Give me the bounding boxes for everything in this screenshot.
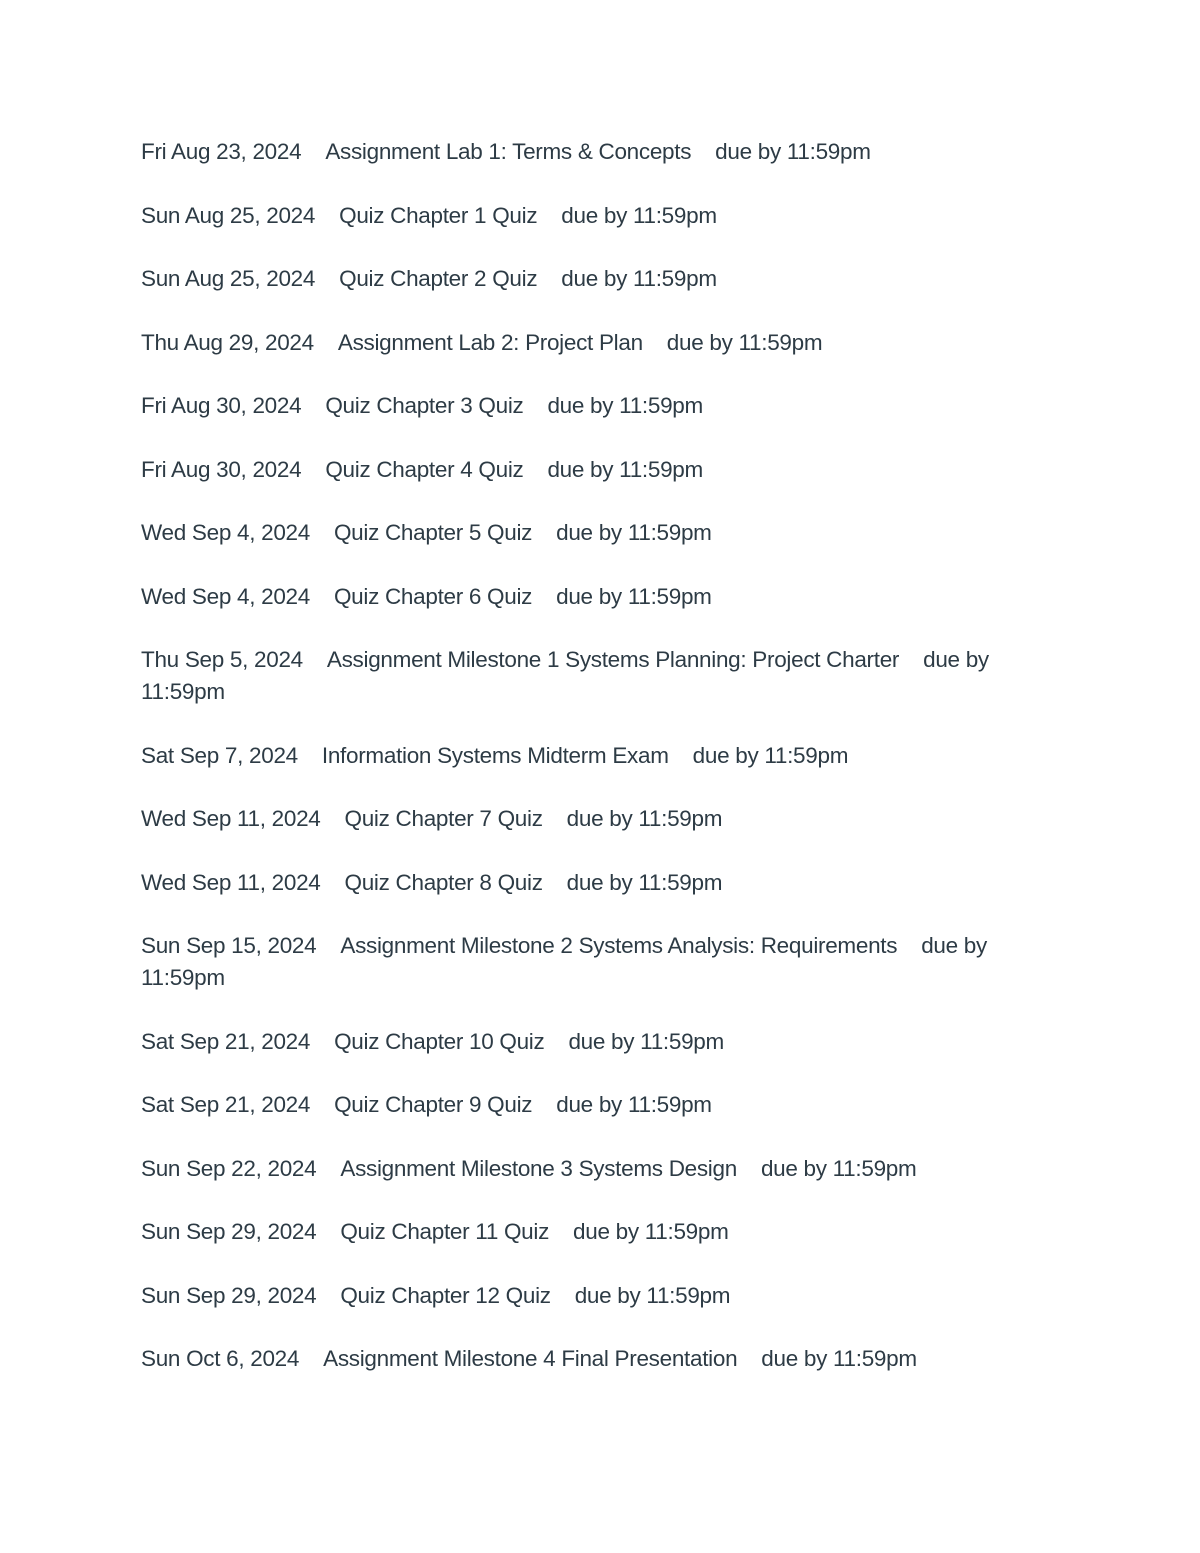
entry-date: Sat Sep 7, 2024 xyxy=(141,742,298,768)
entry-item: Assignment Lab 2: Project Plan xyxy=(337,329,643,355)
schedule-entry xyxy=(141,200,1061,232)
entry-item: Assignment Milestone 3 Systems Design xyxy=(340,1155,737,1181)
schedule-entry xyxy=(141,740,1061,772)
schedule-entry xyxy=(141,1153,1061,1185)
entry-date: Wed Sep 11, 2024 xyxy=(141,869,321,895)
schedule-entry xyxy=(141,930,1061,994)
entry-item: Quiz Chapter 4 Quiz xyxy=(325,456,524,482)
entry-item: Quiz Chapter 9 Quiz xyxy=(334,1092,533,1117)
entry-date: Sat Sep 21, 2024 xyxy=(141,1092,311,1117)
entry-item: Assignment Milestone 2 Systems Analysis: Requirements xyxy=(340,933,898,958)
entry-date: Wed Sep 11, 2024 xyxy=(141,806,321,831)
entry-item: Quiz Chapter 12 Quiz xyxy=(340,1282,551,1308)
entry-item: Quiz Chapter 1 Quiz xyxy=(339,202,538,228)
entry-due: due by 11:59pm xyxy=(760,1155,917,1181)
entry-date: Sat Sep 21, 2024 xyxy=(141,1028,311,1054)
entry-due: due by 11:59pm xyxy=(568,1028,724,1054)
entry-due: due by 11:59pm xyxy=(547,393,703,418)
entry-item: Assignment Milestone 1 Systems Planning: Project Charter xyxy=(326,647,900,672)
entry-date: Sun Aug 25, 2024 xyxy=(141,202,316,228)
entry-due: due by 11:59pm xyxy=(574,1282,731,1308)
entry-item: Assignment Lab 1: Terms & Concepts xyxy=(325,139,692,164)
entry-date: Fri Aug 30, 2024 xyxy=(141,393,302,418)
entry-due: due by 11:59pm xyxy=(141,647,989,704)
schedule-entry xyxy=(141,454,1061,486)
entry-due: due by 11:59pm xyxy=(761,1346,917,1371)
schedule-entry xyxy=(141,136,1061,168)
schedule-entry xyxy=(141,390,1061,422)
entry-date: Sun Sep 15, 2024 xyxy=(141,933,317,958)
schedule-entry xyxy=(141,1280,1061,1312)
schedule-entry xyxy=(141,644,1061,708)
schedule-entry xyxy=(141,581,1061,613)
entry-due: due by 11:59pm xyxy=(561,202,717,228)
schedule-entry xyxy=(141,1026,1061,1058)
entry-date: Thu Aug 29, 2024 xyxy=(141,329,314,355)
entry-item: Quiz Chapter 10 Quiz xyxy=(334,1028,545,1054)
entry-item: Quiz Chapter 11 Quiz xyxy=(340,1219,550,1244)
entry-item: Quiz Chapter 2 Quiz xyxy=(339,266,538,291)
entry-item: Quiz Chapter 5 Quiz xyxy=(333,520,533,545)
entry-due: due by 11:59pm xyxy=(547,456,703,482)
entry-date: Wed Sep 4, 2024 xyxy=(141,520,310,545)
entry-item: Quiz Chapter 6 Quiz xyxy=(333,583,533,609)
schedule-entry xyxy=(141,517,1061,549)
entry-due: due by 11:59pm xyxy=(573,1219,729,1244)
entry-date: Fri Aug 30, 2024 xyxy=(141,456,302,482)
schedule-entry xyxy=(141,1216,1061,1248)
entry-date: Sun Aug 25, 2024 xyxy=(141,266,316,291)
entry-due: due by 11:59pm xyxy=(566,806,723,831)
entry-item: Quiz Chapter 3 Quiz xyxy=(325,393,524,418)
entry-item: Quiz Chapter 7 Quiz xyxy=(344,806,543,831)
entry-due: due by 11:59pm xyxy=(715,139,871,164)
schedule-entry xyxy=(141,803,1061,835)
entry-date: Sun Sep 29, 2024 xyxy=(141,1282,317,1308)
entry-date: Sun Oct 6, 2024 xyxy=(141,1346,300,1371)
schedule-entry xyxy=(141,1089,1061,1121)
schedule-entry xyxy=(141,1343,1061,1375)
entry-due: due by 11:59pm xyxy=(666,329,823,355)
entry-item: Information Systems Midterm Exam xyxy=(321,742,669,768)
entry-due: due by 11:59pm xyxy=(141,933,987,990)
entry-date: Sun Sep 29, 2024 xyxy=(141,1219,317,1244)
entry-date: Thu Sep 5, 2024 xyxy=(141,647,303,672)
entry-date: Sun Sep 22, 2024 xyxy=(141,1155,317,1181)
entry-item: Quiz Chapter 8 Quiz xyxy=(344,869,543,895)
schedule-entry xyxy=(141,867,1061,899)
entry-due: due by 11:59pm xyxy=(561,266,717,291)
entry-due: due by 11:59pm xyxy=(556,583,712,609)
entry-date: Wed Sep 4, 2024 xyxy=(141,583,310,609)
entry-due: due by 11:59pm xyxy=(556,1092,712,1117)
entry-date: Fri Aug 23, 2024 xyxy=(141,139,302,164)
entry-item: Assignment Milestone 4 Final Presentation xyxy=(323,1346,738,1371)
schedule-entry xyxy=(141,263,1061,295)
entry-due: due by 11:59pm xyxy=(556,520,712,545)
entry-due: due by 11:59pm xyxy=(566,869,723,895)
entry-due: due by 11:59pm xyxy=(692,742,849,768)
due-date-list xyxy=(141,136,1061,1407)
schedule-entry xyxy=(141,327,1061,359)
